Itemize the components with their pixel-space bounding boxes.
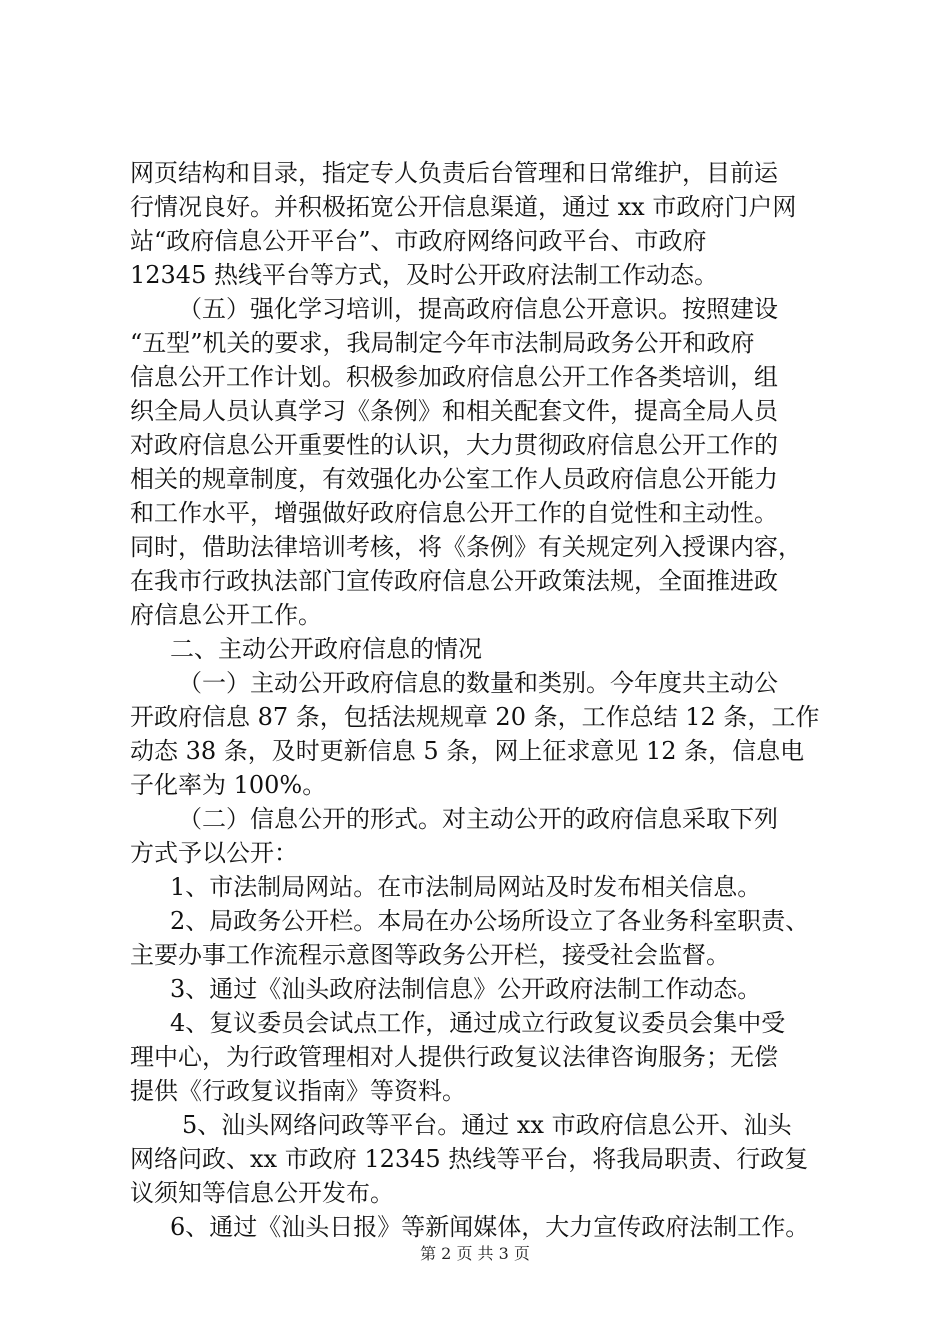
document-body xyxy=(130,156,830,1244)
text-line: 行情况良好。并积极拓宽公开信息渠道，通过 xx 市政府门户网 xyxy=(130,193,797,221)
text-line: 站“政府信息公开平台”、市政府网络问政平台、市政府 xyxy=(130,227,707,255)
list-item: 2、局政务公开栏。本局在办公场所设立了各业务科室职责、 xyxy=(170,907,810,935)
text-line: 动态 38 条，及时更新信息 5 条，网上征求意见 12 条，信息电 xyxy=(130,737,805,765)
list-item: 4、复议委员会试点工作，通过成立行政复议委员会集中受 xyxy=(170,1009,786,1037)
text-line: 理中心，为行政管理相对人提供行政复议法律咨询服务；无偿 xyxy=(130,1043,778,1071)
text-line: 信息公开工作计划。积极参加政府信息公开工作各类培训，组 xyxy=(130,363,778,391)
list-item: 3、通过《汕头政府法制信息》公开政府法制工作动态。 xyxy=(170,975,762,1003)
text-line: “五型”机关的要求，我局制定今年市法制局政务公开和政府 xyxy=(130,329,755,357)
text-line: 和工作水平，增强做好政府信息公开工作的自觉性和主动性。 xyxy=(130,499,778,527)
paragraph-start-line: （一）主动公开政府信息的数量和类别。今年度共主动公 xyxy=(178,669,778,697)
text-line: 对政府信息公开重要性的认识，大力贯彻政府信息公开工作的 xyxy=(130,431,778,459)
text-line: 方式予以公开： xyxy=(130,839,298,867)
section-heading: 二、主动公开政府信息的情况 xyxy=(170,635,482,663)
list-item: 6、通过《汕头日报》等新闻媒体，大力宣传政府法制工作。 xyxy=(170,1213,810,1241)
paragraph-start-line: （二）信息公开的形式。对主动公开的政府信息采取下列 xyxy=(178,805,778,833)
page-footer: 第 2 页 共 3 页 xyxy=(420,1244,530,1263)
text-line: 子化率为 100%。 xyxy=(130,771,327,799)
text-line: 网络问政、xx 市政府 12345 热线等平台，将我局职责、行政复 xyxy=(130,1145,809,1173)
text-line: 主要办事工作流程示意图等政务公开栏，接受社会监督。 xyxy=(130,941,730,969)
list-item: 5、汕头网络问政等平台。通过 xx 市政府信息公开、汕头 xyxy=(182,1111,792,1139)
paragraph-start-line: （五）强化学习培训，提高政府信息公开意识。按照建设 xyxy=(178,295,778,323)
text-line: 议须知等信息公开发布。 xyxy=(130,1179,394,1207)
text-line: 同时，借助法律培训考核，将《条例》有关规定列入授课内容， xyxy=(130,533,802,561)
text-line: 12345 热线平台等方式，及时公开政府法制工作动态。 xyxy=(130,261,718,289)
text-line: 织全局人员认真学习《条例》和相关配套文件，提高全局人员 xyxy=(130,397,778,425)
text-line: 提供《行政复议指南》等资料。 xyxy=(130,1077,466,1105)
text-line: 网页结构和目录，指定专人负责后台管理和日常维护，目前运 xyxy=(130,159,778,187)
text-line: 开政府信息 87 条，包括法规规章 20 条，工作总结 12 条，工作 xyxy=(130,703,820,731)
text-line: 府信息公开工作。 xyxy=(130,601,322,629)
text-line: 在我市行政执法部门宣传政府信息公开政策法规，全面推进政 xyxy=(130,567,778,595)
list-item: 1、市法制局网站。在市法制局网站及时发布相关信息。 xyxy=(170,873,762,901)
text-line: 相关的规章制度，有效强化办公室工作人员政府信息公开能力 xyxy=(130,465,778,493)
